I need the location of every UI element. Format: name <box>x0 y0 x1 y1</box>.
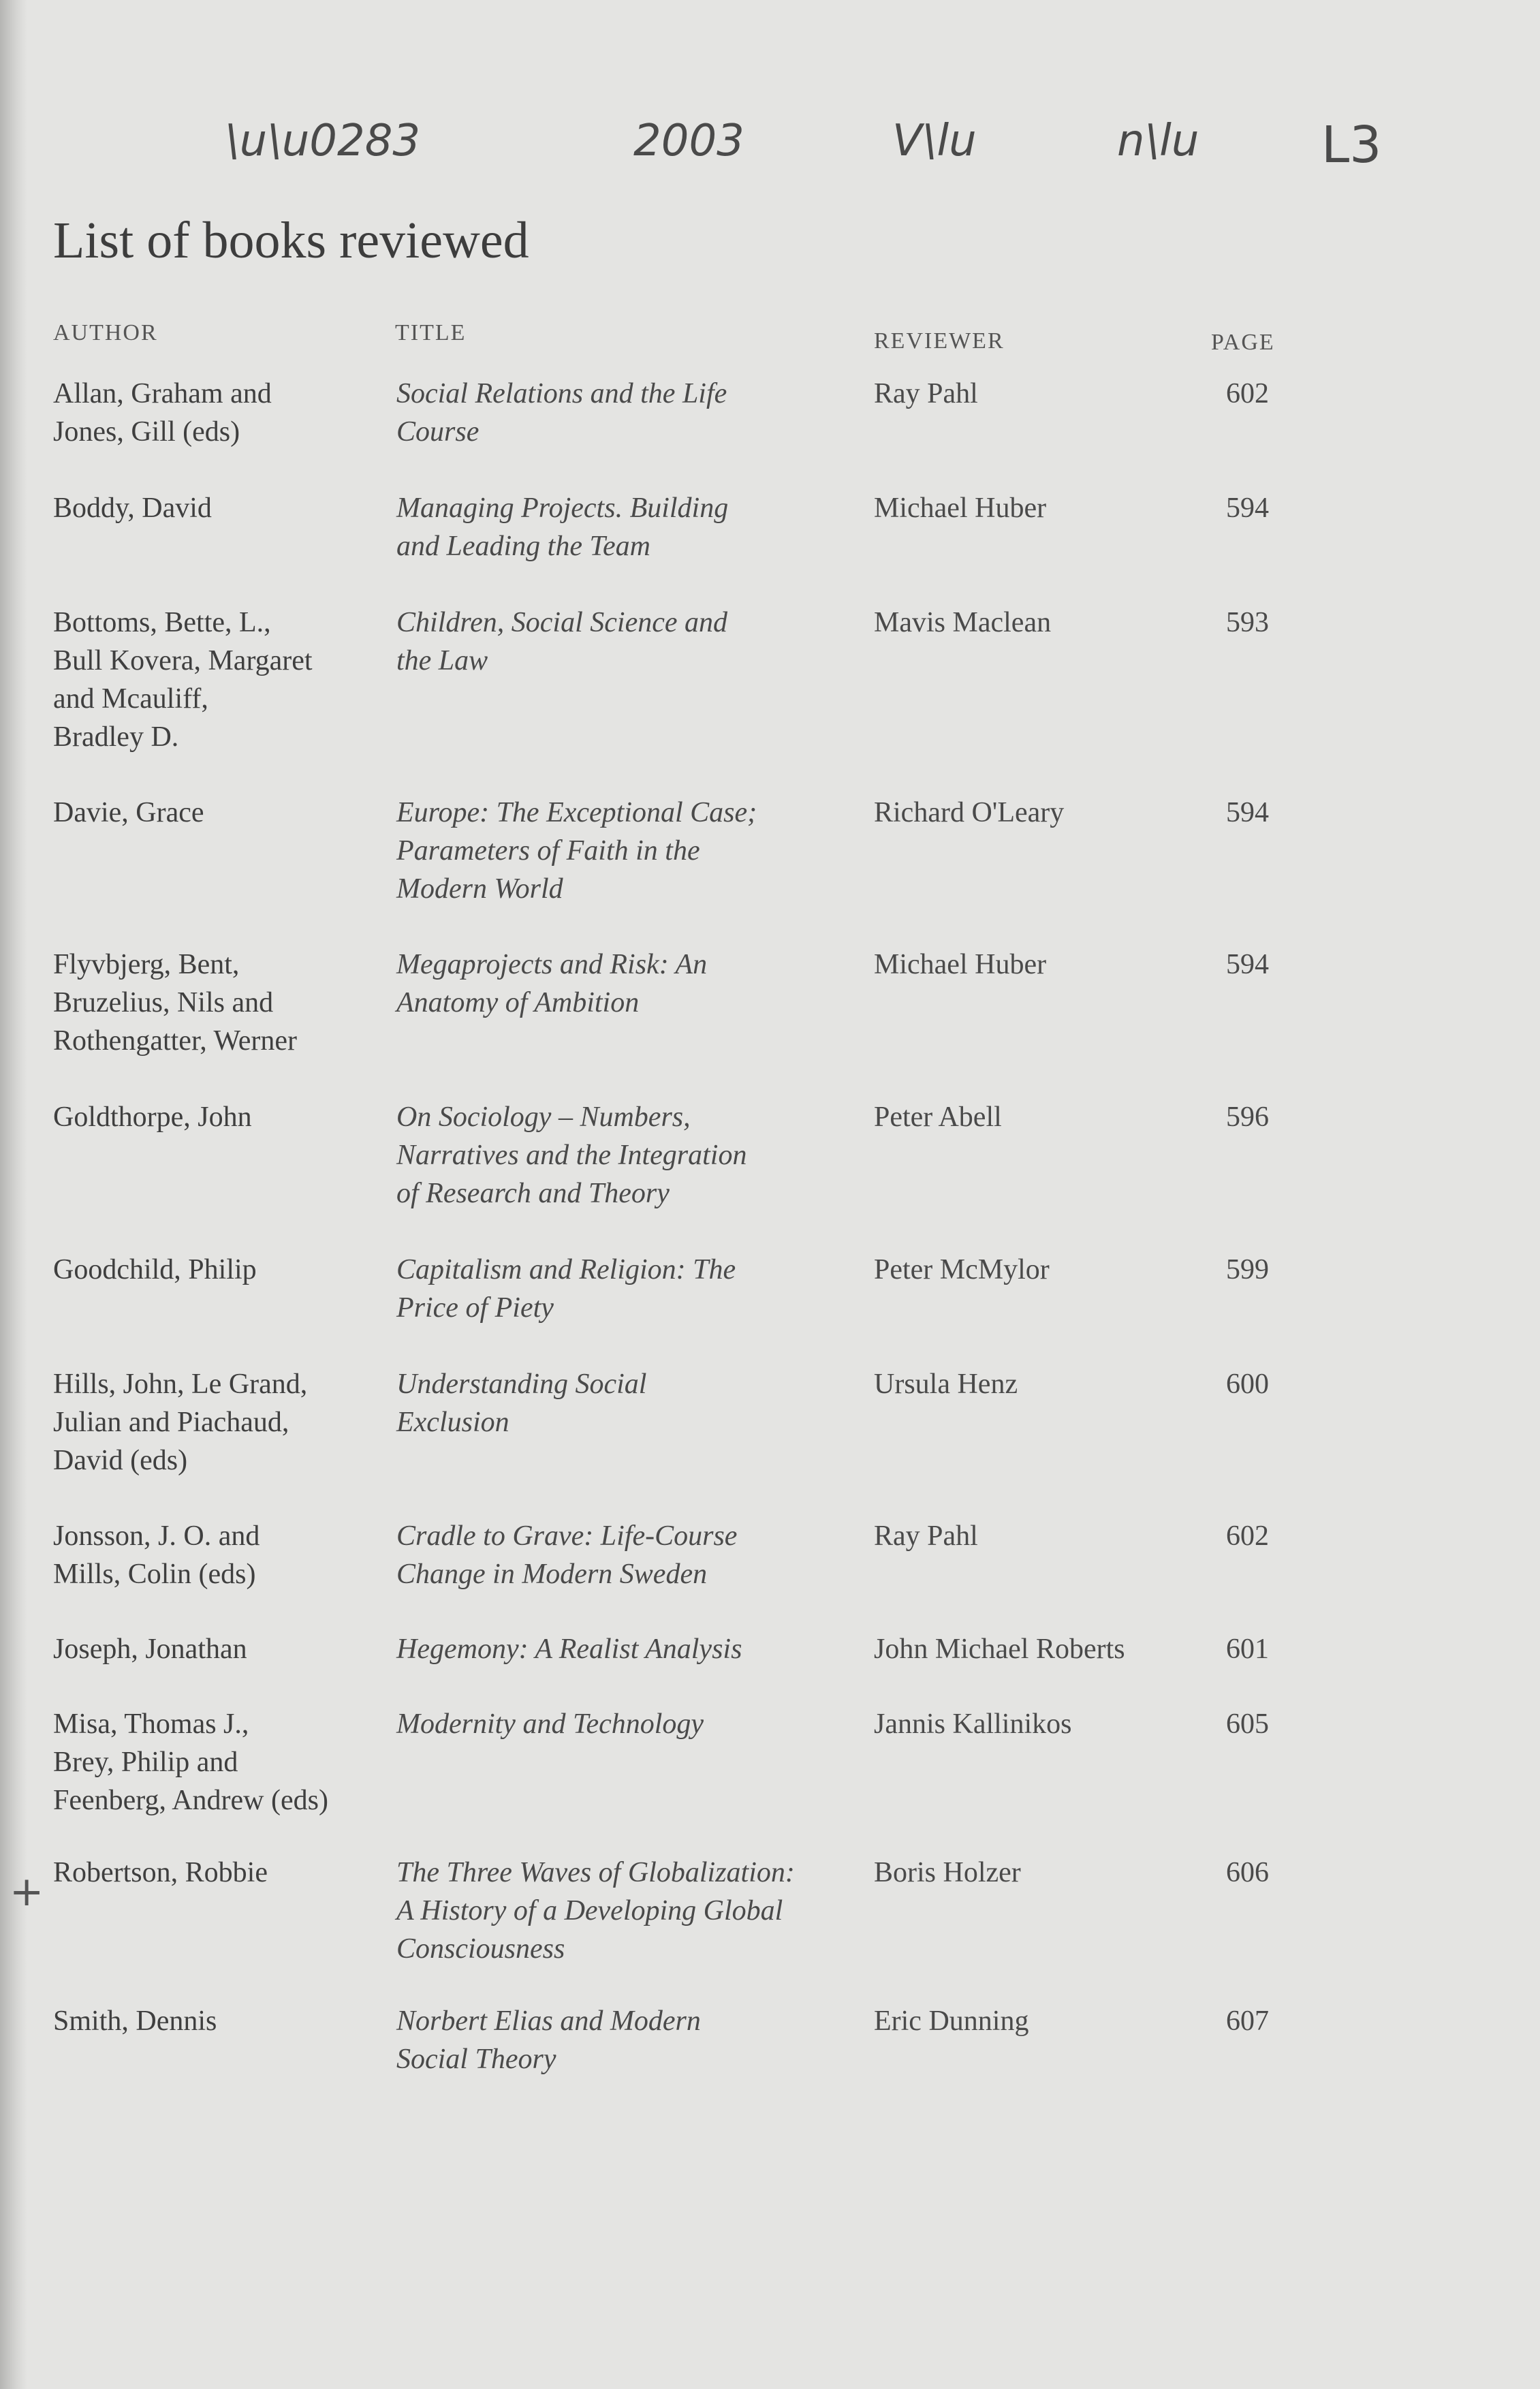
title-cell-line: Children, Social Science and <box>396 607 727 638</box>
author-cell <box>53 1365 394 1480</box>
page-cell: 594 <box>1226 493 1269 524</box>
title-cell-line: Consciousness <box>396 1933 565 1965</box>
page-title: List of books reviewed <box>53 212 529 269</box>
title-cell <box>396 489 846 565</box>
page-cell: 607 <box>1226 2005 1269 2037</box>
author-cell-line: and Mcauliff, <box>53 683 208 715</box>
title-cell-line: Hegemony: A Realist Analysis <box>396 1634 742 1665</box>
title-cell-line: Exclusion <box>396 1407 509 1438</box>
title-cell-line: Price of Piety <box>396 1292 554 1324</box>
author-cell-line: Feenberg, Andrew (eds) <box>53 1785 328 1816</box>
author-cell-line: Misa, Thomas J., <box>53 1708 249 1740</box>
title-cell-line: A History of a Developing Global <box>396 1895 783 1926</box>
author-cell-line: Rothengatter, Werner <box>53 1025 298 1057</box>
author-cell <box>53 1517 394 1593</box>
page-cell: 601 <box>1226 1634 1269 1665</box>
title-cell <box>396 794 846 908</box>
title-cell-line: Cradle to Grave: Life-Course <box>396 1520 738 1552</box>
title-cell <box>396 1517 846 1593</box>
reviewer-cell: Michael Huber <box>874 493 1047 524</box>
reviewer-cell: Peter Abell <box>874 1102 1002 1133</box>
title-cell <box>396 1705 846 1743</box>
title-cell <box>396 1251 846 1327</box>
author-cell <box>53 794 394 832</box>
reviewer-cell: Richard O'Leary <box>874 797 1065 828</box>
author-cell-line: Bull Kovera, Margaret <box>53 645 313 676</box>
title-cell-line: Narratives and the Integration <box>396 1140 747 1171</box>
author-cell <box>53 1251 394 1289</box>
page-cell: 596 <box>1226 1102 1269 1133</box>
author-cell-line: Robertson, Robbie <box>53 1857 268 1888</box>
title-cell-line: Managing Projects. Building <box>396 493 729 524</box>
author-cell-line: David (eds) <box>53 1445 188 1476</box>
reviewer-cell: Michael Huber <box>874 949 1047 980</box>
title-cell-line: Parameters of Faith in the <box>396 835 700 866</box>
author-cell-line: Flyvbjerg, Bent, <box>53 949 240 980</box>
author-cell <box>53 1705 394 1820</box>
author-cell <box>53 1098 394 1136</box>
page-cell: 600 <box>1226 1369 1269 1400</box>
title-cell <box>396 375 846 451</box>
handwritten-note: n\lu <box>1117 116 1199 166</box>
title-cell-line: Modernity and Technology <box>396 1708 704 1740</box>
author-cell-line: Jonsson, J. O. and <box>53 1520 260 1552</box>
title-cell-line: Europe: The Exceptional Case; <box>396 797 757 828</box>
title-cell-line: Understanding Social <box>396 1369 647 1400</box>
title-cell <box>396 604 846 680</box>
author-cell <box>53 604 394 756</box>
title-cell-line: Capitalism and Religion: The <box>396 1254 736 1285</box>
page-edge-shadow <box>0 0 27 2389</box>
title-cell <box>396 1630 846 1668</box>
handwritten-note: \u\u0283 <box>225 116 421 166</box>
title-cell-line: the Law <box>396 645 488 676</box>
margin-mark: + <box>10 1868 44 1916</box>
title-cell-line: Anatomy of Ambition <box>396 987 640 1018</box>
page-cell: 594 <box>1226 949 1269 980</box>
author-cell-line: Bottoms, Bette, L., <box>53 607 271 638</box>
author-cell-line: Jones, Gill (eds) <box>53 416 240 448</box>
author-cell-line: Bradley D. <box>53 721 179 753</box>
handwritten-note: V\lu <box>892 116 977 166</box>
reviewer-cell: Ray Pahl <box>874 378 978 409</box>
author-cell-line: Mills, Colin (eds) <box>53 1559 256 1590</box>
title-cell-line: and Leading the Team <box>396 531 650 562</box>
author-cell <box>53 1854 394 1892</box>
title-cell-line: Megaprojects and Risk: An <box>396 949 708 980</box>
author-cell-line: Davie, Grace <box>53 797 204 828</box>
title-cell-line: of Research and Theory <box>396 1178 670 1209</box>
page-cell: 602 <box>1226 378 1269 409</box>
reviewer-cell: Eric Dunning <box>874 2005 1029 2037</box>
title-cell-line: Course <box>396 416 480 448</box>
title-cell <box>396 946 846 1022</box>
column-header-author: AUTHOR <box>53 320 158 345</box>
column-header-title: TITLE <box>395 320 467 345</box>
author-cell-line: Julian and Piachaud, <box>53 1407 289 1438</box>
page-cell: 606 <box>1226 1857 1269 1888</box>
author-cell-line: Smith, Dennis <box>53 2005 217 2037</box>
title-cell-line: On Sociology – Numbers, <box>396 1102 691 1133</box>
author-cell-line: Bruzelius, Nils and <box>53 987 274 1018</box>
reviewer-cell: John Michael Roberts <box>874 1634 1125 1665</box>
page-cell: 602 <box>1226 1520 1269 1552</box>
author-cell-line: Allan, Graham and <box>53 378 272 409</box>
author-cell <box>53 2002 394 2040</box>
author-cell-line: Brey, Philip and <box>53 1747 238 1778</box>
title-cell <box>396 1365 846 1441</box>
column-header-page: PAGE <box>1211 330 1275 355</box>
reviewer-cell: Mavis Maclean <box>874 607 1052 638</box>
reviewer-cell: Boris Holzer <box>874 1857 1021 1888</box>
title-cell-line: Social Theory <box>396 2044 556 2075</box>
handwritten-note: L3 <box>1321 116 1382 174</box>
author-cell <box>53 1630 394 1668</box>
page-cell: 605 <box>1226 1708 1269 1740</box>
title-cell-line: Norbert Elias and Modern <box>396 2005 701 2037</box>
reviewer-cell: Jannis Kallinikos <box>874 1708 1072 1740</box>
reviewer-cell: Peter McMylor <box>874 1254 1050 1285</box>
author-cell-line: Joseph, Jonathan <box>53 1634 247 1665</box>
handwritten-annotation <box>0 116 1540 177</box>
page-cell: 599 <box>1226 1254 1269 1285</box>
reviewer-cell: Ursula Henz <box>874 1369 1018 1400</box>
title-cell-line: Social Relations and the Life <box>396 378 727 409</box>
title-cell-line: The Three Waves of Globalization: <box>396 1857 795 1888</box>
author-cell-line: Hills, John, Le Grand, <box>53 1369 308 1400</box>
author-cell <box>53 946 394 1060</box>
page-cell: 593 <box>1226 607 1269 638</box>
title-cell <box>396 2002 846 2078</box>
handwritten-note: 2003 <box>633 116 744 166</box>
column-header-reviewer: REVIEWER <box>874 328 1005 354</box>
title-cell <box>396 1854 846 1968</box>
author-cell-line: Goldthorpe, John <box>53 1102 252 1133</box>
author-cell <box>53 489 394 527</box>
author-cell <box>53 375 394 451</box>
title-cell-line: Change in Modern Sweden <box>396 1559 708 1590</box>
title-cell <box>396 1098 846 1213</box>
title-cell-line: Modern World <box>396 873 563 905</box>
author-cell-line: Boddy, David <box>53 493 212 524</box>
page-cell: 594 <box>1226 797 1269 828</box>
reviewer-cell: Ray Pahl <box>874 1520 978 1552</box>
author-cell-line: Goodchild, Philip <box>53 1254 257 1285</box>
